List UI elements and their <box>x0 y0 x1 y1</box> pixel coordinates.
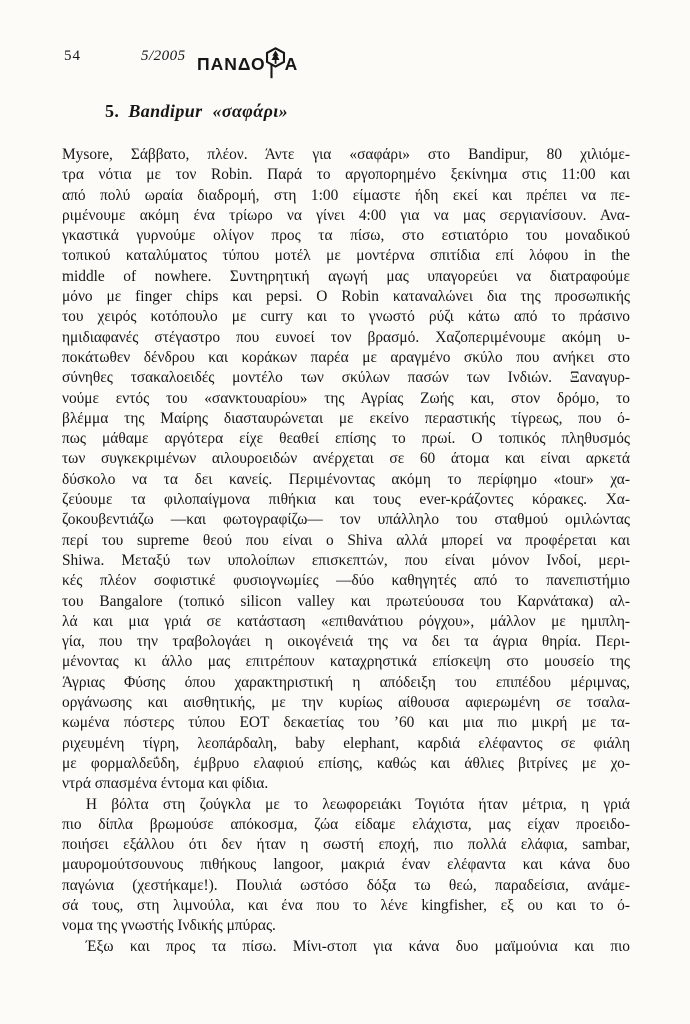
text-line: middle of nowhere. Συντηρητική αγωγή μας υπαγορεύει να διατραφούμε <box>62 267 630 285</box>
pandora-tree-icon <box>265 47 286 84</box>
magazine-logo <box>197 46 298 83</box>
text-line: βλέμμα της Μαίρης διασταυρώνεται με εκείνο περαστικής τίγρεως, που ό- <box>62 409 630 427</box>
text-line: τρα νότια με τον Robin. Παρά το αργοπορημένο ξεκίνημα στις 11:00 και <box>62 166 630 184</box>
text-line: ποκάτωθεν δένδρου και κοράκων παρέα με αραγμένο σκύλο που ανήκει στο <box>62 348 630 366</box>
page-header <box>0 44 690 86</box>
text-line: περί του supreme θεού που είναι ο Shiva αλλά μπορεί να προφέρεται και <box>62 531 630 549</box>
text-line: Έξω και προς τα πίσω. Μίνι-στοπ για κάνα δυο μαϊμούνια και πιο <box>85 937 630 955</box>
text-line: από πολύ ωραία διαδρομή, στη 1:00 είμαστε ήδη εκεί και πρέπει να πε- <box>62 186 630 204</box>
text-line: των συγκεκριμένων αιλουροειδών ανέρχεται σε 60 άτομα και είναι αρκετά <box>62 450 630 468</box>
text-line: ημιδιαφανές στέγαστρο που ευνοεί τον βρασμό. Χαζοπεριμένουμε ακόμη υ- <box>62 328 630 346</box>
text-line: νομα της γνωστής Ινδικής μπύρας. <box>62 917 276 935</box>
paragraph <box>62 145 630 795</box>
text-line: κωμένα πόστερς τύπου ΕΟΤ δεκαετίας του ’60 και μια πιο μικρή με τα- <box>62 714 630 732</box>
text-line: παγώνια (χεστήκαμε!). Πουλιά ωστόσο δόξα τω θεώ, παραδείσια, ανάμε- <box>62 876 630 894</box>
paragraph <box>62 937 630 957</box>
page-number: 54 <box>64 48 81 64</box>
text-line: ριμένουμε ακόμη ένα τρίωρο να γίνει 4:00 για να μας σεργιανίσουν. Ανα- <box>62 206 630 224</box>
text-line: ντρά σπασμένα έντομα και φίδια. <box>62 775 269 793</box>
text-line: ριχευμένη τίγρη, λεοπάρδαλη, baby elephant, καρδιά ελέφαντος σε φιάλη <box>62 734 630 752</box>
text-line: Mysore, Σάββατο, πλέον. Άντε για «σαφάρι» στο Bandipur, 80 χιλιόμε- <box>62 146 630 163</box>
text-line: ζοκουβεντιάζω —και φωτογραφίζω— τον υπάλληλο του σταθμού ομιλώντας <box>62 511 630 529</box>
text-line: σά τους, στη λιμνούλα, και ένα που το λένε kingfisher, εξ ου και το ό- <box>62 896 630 914</box>
logo-text-suffix: Α <box>284 54 299 74</box>
text-line: ποιήσει εξάλλου ότι δεν ήταν η σωστή εποχή, πιο πολλά ελάφια, sambar, <box>62 836 630 854</box>
text-line: Η βόλτα στη ζούγκλα με το λεωφορειάκι Τογιότα ήταν μέτρια, η γριά <box>85 795 630 813</box>
text-line: πως μάθαμε αργότερα είχε θεαθεί επίσης το πρωί. Ο τοπικός πληθυσμός <box>62 430 630 448</box>
text-line: του Bangalore (τοπικό silicon valley και πρωτεύουσα του Καρνάτακα) αλ- <box>62 592 630 610</box>
text-line: κές πλέον σοφιστικέ φυσιογνωμίες —δύο καθηγητές από το πανεπιστήμιο <box>62 572 630 590</box>
text-line: Shiwa. Μεταξύ των υπολοίπων επισκεπτών, που είναι μόνον Ινδοί, μερι- <box>62 551 630 569</box>
section-number: 5. <box>105 101 120 121</box>
text-line: του χειρός κοτόπουλο με curry και το γνωστό ρύζι κάτω από το πράσινο <box>62 308 630 326</box>
text-line: οργάνωσης και αισθητικής, με την κυρίως αίθουσα αφιερωμένη σε τσαλα- <box>62 694 630 712</box>
logo-text-prefix: ΠΑΝΔΟ <box>197 54 266 74</box>
text-line: γκαστικά γυρνούμε ολίγον προς τα πίσω, στο εστιατόριο του μοναδικού <box>62 227 630 245</box>
text-line: μένοντας κι άλλο μας επιτρέπουν καταχρηστικά επίσκεψη στο μουσείο της <box>62 653 630 671</box>
article-body <box>62 145 630 957</box>
text-line: μόνο με finger chips και pepsi. Ο Robin καταναλώνει δια της προσωπικής <box>62 288 630 306</box>
paragraph <box>62 795 630 937</box>
text-line: ζεύουμε τα φιλοπαίγμονα πιθήκια και τους ever-κράζοντες κόρακες. Χα- <box>62 491 630 509</box>
text-line: τοπικού καταλύματος τύπου μοτέλ με μοντέρνα σπιτίδια επί λόφου in the <box>62 247 630 265</box>
text-line: νούμε εντός του «σανκτουαρίου» της Αγρίας Ζωής και, στον δρόμο, το <box>62 389 630 407</box>
text-line: πιο δίπλα βρωμούσε απόκοσμα, ζώα είδαμε ελάχιστα, μας είχαν προειδο- <box>62 815 630 833</box>
text-line: με φορμαλδεΰδη, έμβρυο ελαφιού επίσης, καθώς και άθλιες βιτρίνες με χο- <box>62 754 630 772</box>
text-line: δύσκολο να τα δει κανείς. Περιμένοντας ακόμη το περίφημο «tour» χα- <box>62 470 630 488</box>
section-title <box>105 101 288 122</box>
text-line: σύνηθες τσακαλοειδές μοντέλο των σκύλων πασών των Ινδιών. Ξαναγυρ- <box>62 369 630 387</box>
issue-number: 5/2005 <box>141 48 186 64</box>
text-line: Άγριας Φύσης όπου χαρακτηριστική η απόδειξη του επιπέδου μέριμνας, <box>62 673 630 691</box>
text-line: γία, που την τραβολογάει η οικογένειά της να δει τα άγρια θηρία. Περι- <box>62 633 630 651</box>
text-line: λά και μια γριά σε κατάσταση «επιθανάτιου ρόγχου», μάλλον με ημιπλη- <box>62 612 630 630</box>
text-line: μαυρομούτσουνους πιθήκους langoor, μακριά έναν ελέφαντα και κάνα δυο <box>62 856 630 874</box>
section-name: Bandipur «σαφάρι» <box>128 101 289 121</box>
